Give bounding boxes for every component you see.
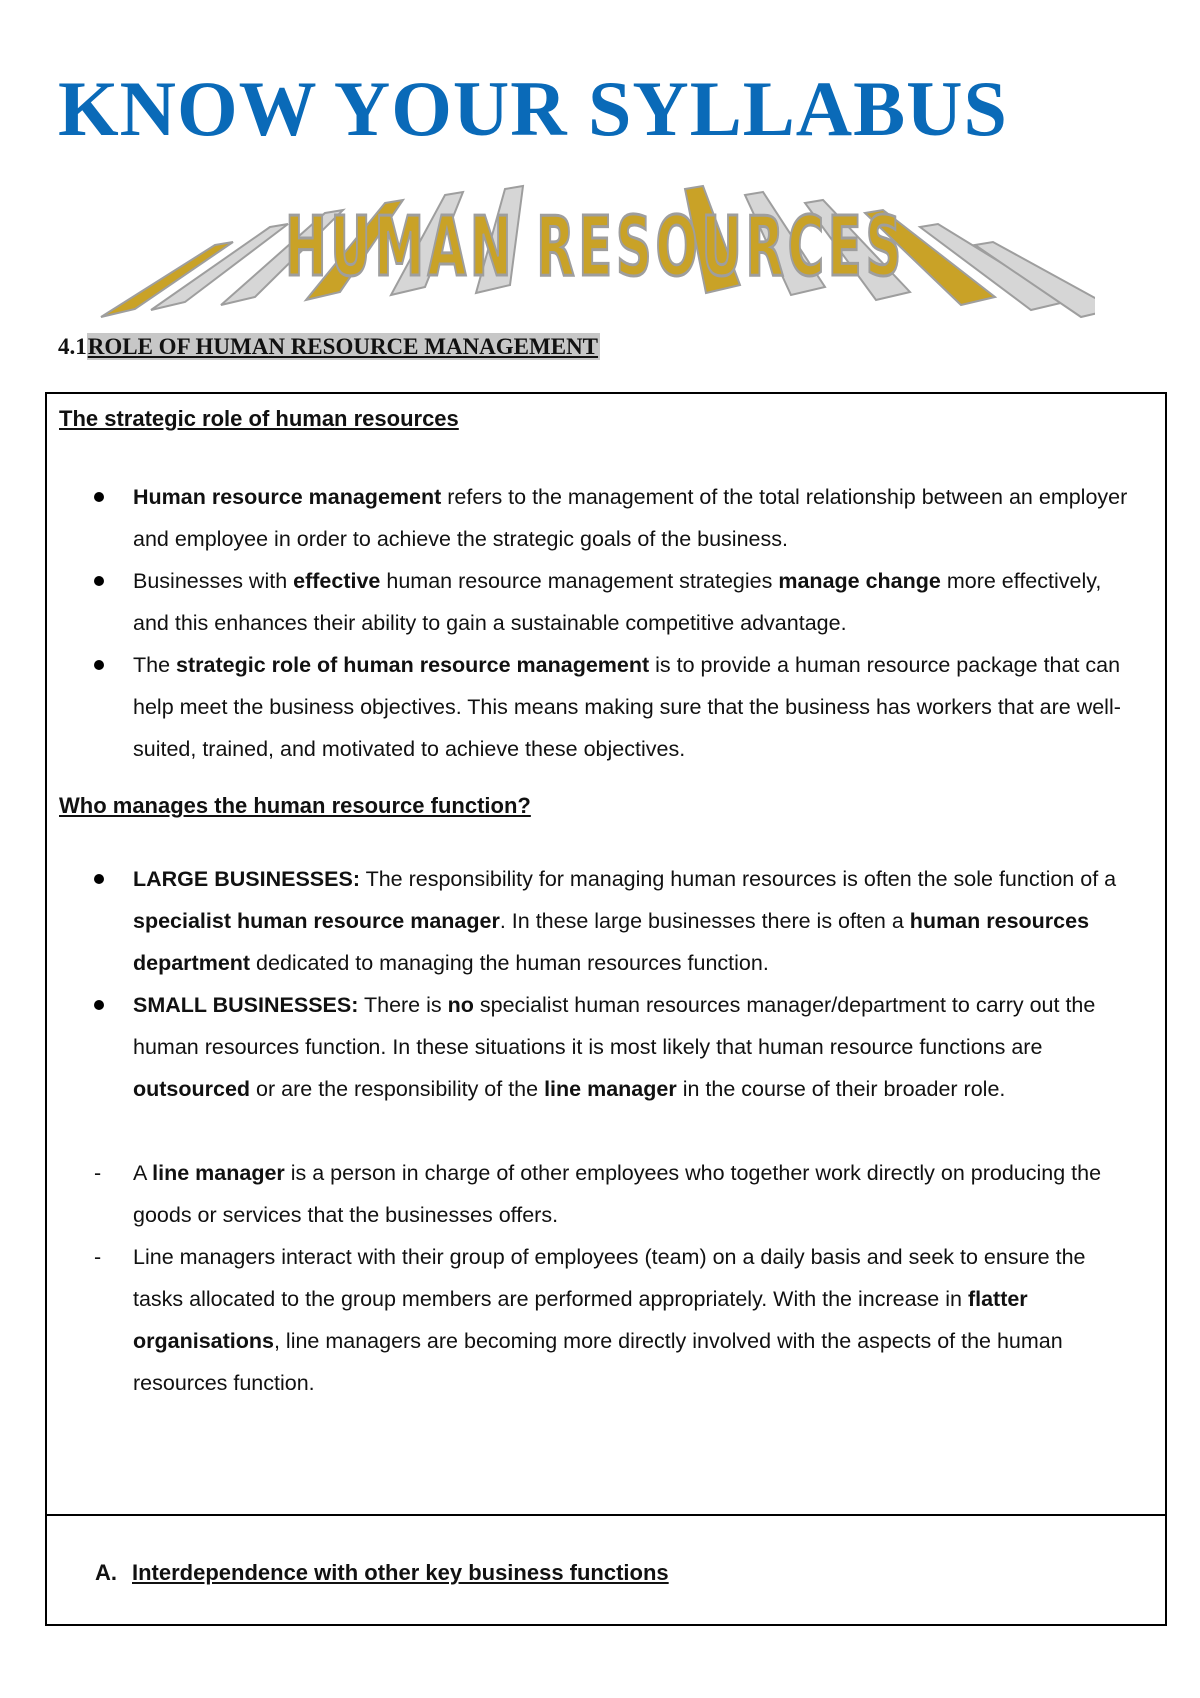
- text-run: The responsibility for managing human resources is often the sole function of a: [359, 867, 1117, 891]
- bullet-item: [47, 476, 1133, 560]
- bold-text: manage change: [778, 569, 941, 593]
- wordart-banner: [95, 165, 1095, 325]
- subsection-letter: A.: [95, 1560, 117, 1585]
- bold-text: human resources department: [133, 909, 1090, 975]
- text-run: Line managers interact with their group of employees (team) on a daily basis and seek to ensure the tasks allocated to the group members are performed appropriately. With the increase in: [133, 1245, 1086, 1311]
- text-run: is a person in charge of other employees who together work directly on producing the goods or services that the businesses offers.: [133, 1161, 1102, 1227]
- who-manages-heading: Who manages the human resource function?: [59, 793, 531, 818]
- bold-text: SMALL BUSINESSES:: [133, 993, 359, 1017]
- text-run: or are the responsibility of the: [250, 1077, 545, 1101]
- section-title: ROLE OF HUMAN RESOURCE MANAGEMENT: [87, 334, 599, 359]
- subsection-a-heading: [95, 1558, 669, 1588]
- text-run: human resource management strategies: [380, 569, 779, 593]
- bold-text: flatter organisations: [133, 1287, 1028, 1353]
- text-run: is to provide a human resource package that can help meet the business objectives. This means making sure that the business has workers that are well-suited, trained, and motivated to achieve these objectives.: [133, 653, 1121, 761]
- dash-item: [47, 1152, 1133, 1236]
- text-run: dedicated to managing the human resources function.: [250, 951, 769, 975]
- bullet-item: [47, 560, 1133, 644]
- section-number: 4.1: [58, 334, 87, 359]
- bold-text: strategic role of human resource management: [176, 653, 650, 677]
- bold-text: specialist human resource manager: [133, 909, 500, 933]
- text-run: more effectively, and this enhances their ability to gain a sustainable competitive advantage.: [133, 569, 1102, 635]
- bold-text: LARGE BUSINESSES:: [133, 867, 360, 891]
- wordart-text: HUMAN RESOURCES: [285, 200, 905, 295]
- strategic-role-list: [47, 476, 1127, 770]
- bold-text: Human resource management: [133, 485, 442, 509]
- bold-text: line manager: [152, 1161, 285, 1185]
- text-run: refers to the management of the total relationship between an employer and employee in order to achieve the strategic goals of the business.: [133, 485, 1128, 551]
- bold-text: effective: [293, 569, 381, 593]
- text-run: The: [133, 653, 177, 677]
- text-run: . In these large businesses there is often a: [499, 909, 910, 933]
- who-manages-list: [47, 858, 1127, 1110]
- content-table: [45, 392, 1167, 1626]
- bullet-item: [47, 858, 1133, 984]
- subsection-title: Interdependence with other key business functions: [132, 1560, 669, 1585]
- bullet-item: [47, 984, 1133, 1110]
- bold-text: line manager: [544, 1077, 677, 1101]
- strategic-role-heading: The strategic role of human resources: [59, 406, 459, 431]
- table-cell-interdependence: [47, 1516, 1165, 1626]
- page-title: KNOW YOUR SYLLABUS: [58, 65, 1008, 152]
- bold-text: no: [447, 993, 474, 1017]
- bullet-item: [47, 644, 1133, 770]
- text-run: specialist human resources manager/department to carry out the human resources function. In these situations it is most likely that human resource functions are: [133, 993, 1096, 1059]
- section-heading: [58, 330, 600, 364]
- text-run: , line managers are becoming more directly involved with the aspects of the human resources function.: [133, 1329, 1063, 1395]
- table-cell-overview: [47, 394, 1165, 1516]
- bold-text: outsourced: [133, 1077, 251, 1101]
- text-run: in the course of their broader role.: [676, 1077, 1006, 1101]
- line-manager-notes: [47, 1152, 1127, 1404]
- text-run: Businesses with: [133, 569, 294, 593]
- text-run: A: [133, 1161, 153, 1185]
- text-run: There is: [358, 993, 448, 1017]
- dash-item: [47, 1236, 1133, 1404]
